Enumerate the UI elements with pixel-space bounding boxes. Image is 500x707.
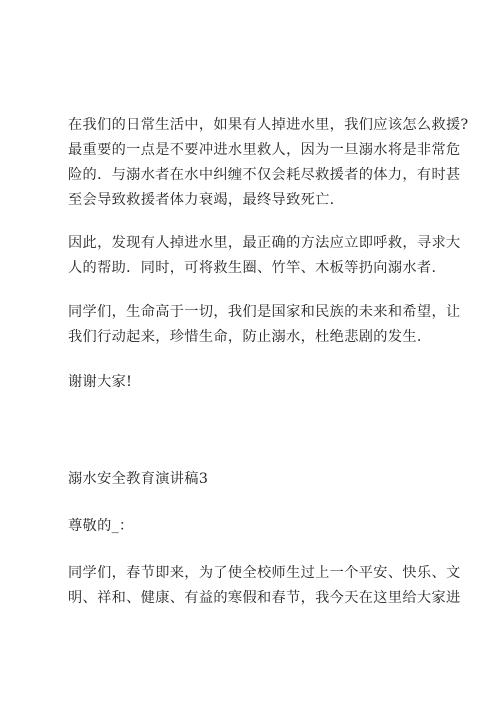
text-line: 在我们的日常生活中，如果有人掉进水里，我们应该怎么救援?: [68, 117, 469, 133]
greeting: [68, 514, 440, 539]
closing-thanks: [68, 370, 440, 395]
paragraph-call-for-help: [68, 231, 461, 281]
paragraph-cherish-life: [68, 300, 461, 350]
text-line: 同学们，生命高于一切，我们是国家和民族的未来和希望，让: [68, 304, 461, 320]
text-line: 明、祥和、健康、有益的寒假和春节，我今天在这里给大家进: [68, 590, 461, 606]
text-line: 溺水安全教育演讲稿3: [68, 471, 209, 487]
text-line: 最重要的一点是不要冲进水里救人，因为一旦溺水将是非常危: [68, 142, 461, 158]
text-line: 因此，发现有人掉进水里，最正确的方法应立即呼救，寻求大: [68, 235, 461, 251]
text-line: 人的帮助．同时，可将救生圈、竹竿、木板等扔向溺水者.: [68, 260, 437, 276]
text-line: 谢谢大家!: [68, 374, 133, 390]
paragraph-rescue-advice: [68, 113, 469, 213]
paragraph-spring-festival: [68, 561, 461, 611]
text-line: 我们行动起来，珍惜生命，防止溺水，杜绝悲剧的发生.: [68, 329, 422, 345]
text-line: 至会导致救援者体力衰竭，最终导致死亡.: [68, 192, 335, 208]
text-line: 尊敬的_：: [68, 518, 134, 534]
text-line: 同学们，春节即来，为了使全校师生过上一个平安、快乐、文: [68, 565, 461, 581]
section-title: [68, 467, 440, 492]
text-line: 险的．与溺水者在水中纠缠不仅会耗尽救援者的体力，有时甚: [68, 167, 461, 183]
